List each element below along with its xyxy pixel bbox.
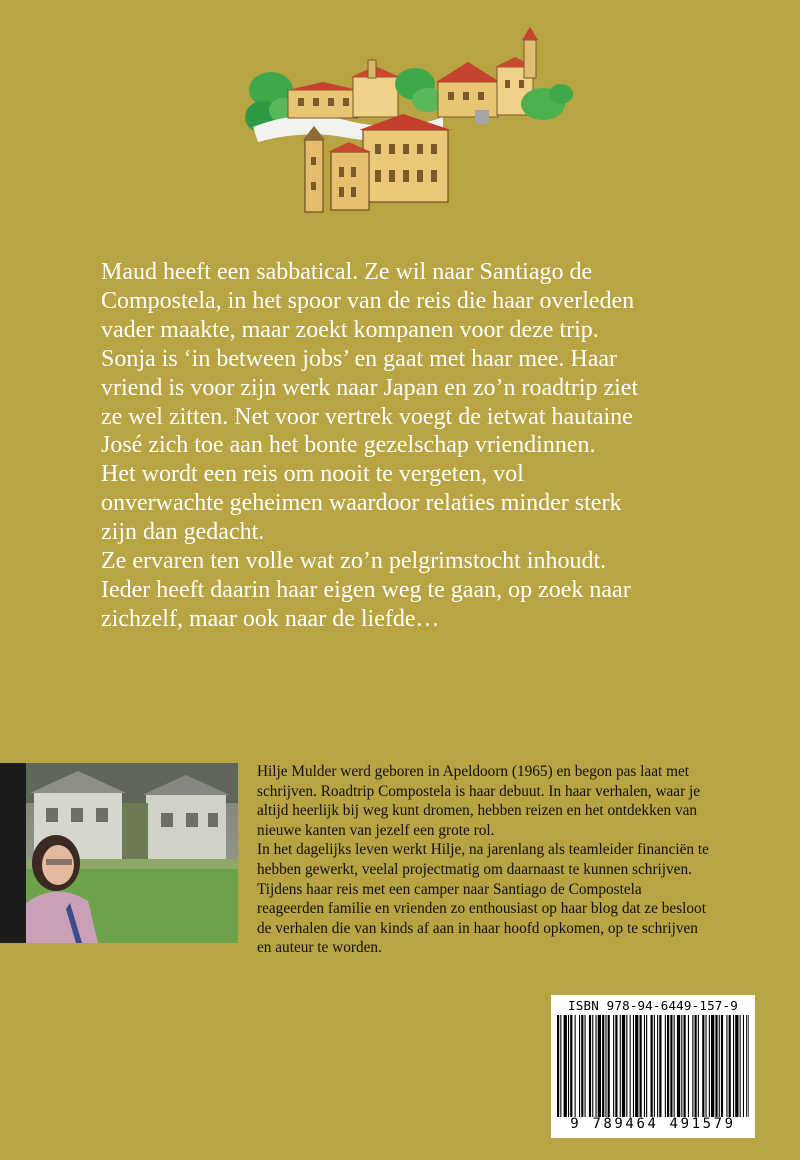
barcode-bar <box>630 1015 631 1117</box>
barcode-bar <box>695 1015 697 1117</box>
bio-line: Tijdens haar reis met een camper naar Santiago de Compostela <box>257 880 642 898</box>
author-photo <box>26 763 238 943</box>
barcode-bar <box>592 1015 593 1117</box>
barcode-bar <box>570 1015 572 1117</box>
photo-dark-strip <box>0 763 26 943</box>
barcode-bar <box>633 1015 634 1117</box>
bio-line: en auteur te worden. <box>257 939 382 957</box>
barcode-bar <box>644 1015 645 1117</box>
barcode-bar <box>651 1015 653 1117</box>
blurb-line: Ze ervaren ten volle wat zo’n pelgrimstocht inhoudt. <box>101 548 607 575</box>
bio-line: Hilje Mulder werd geboren in Apeldoorn (1965) en begon pas laat met <box>257 763 690 780</box>
barcode-bar <box>674 1015 675 1117</box>
barcode-bar <box>560 1015 561 1117</box>
barcode-bar <box>698 1015 699 1117</box>
barcode-bar <box>613 1015 614 1117</box>
blurb-line: Maud heeft een sabbatical. Ze wil naar Santiago de <box>101 259 593 285</box>
barcode-bar <box>684 1015 686 1117</box>
barcode-bar <box>579 1015 580 1117</box>
isbn-barcode <box>551 995 755 1138</box>
blurb-line: onverwachte geheimen waardoor relaties minder sterk <box>101 490 622 517</box>
barcode-bar <box>605 1015 606 1117</box>
barcode-bar <box>581 1015 583 1117</box>
barcode-bar <box>706 1015 707 1117</box>
barcode-bar <box>602 1015 604 1117</box>
barcode-bar <box>670 1015 672 1117</box>
barcode-bar <box>729 1015 731 1117</box>
barcode-bar <box>667 1015 669 1117</box>
barcode-bar <box>702 1015 704 1117</box>
barcode-bar <box>564 1015 567 1117</box>
barcode-bar <box>681 1015 682 1117</box>
isbn-label: ISBN 978-94-6449-157-9 <box>568 998 738 1013</box>
barcode-bar <box>568 1015 569 1117</box>
barcode-bar <box>622 1015 625 1117</box>
bio-line: schrijven. Roadtrip Compostela is haar debuut. In haar verhalen, waar je <box>257 782 701 800</box>
author-bio <box>257 762 777 958</box>
barcode-bar <box>615 1015 617 1117</box>
barcode-bar <box>635 1015 638 1117</box>
barcode-bar <box>748 1015 749 1117</box>
barcode-digits: 9 789464 491579 <box>570 1116 736 1132</box>
barcode-bar <box>733 1015 734 1117</box>
barcode-bar <box>657 1015 658 1117</box>
bio-line: altijd heerlijk bij weg kunt dromen, hebben reizen en het ontdekken van <box>257 802 698 820</box>
blurb-line: ze wel zitten. Net voor vertrek voegt de ietwat hautaine <box>101 403 633 430</box>
barcode-bar <box>620 1015 621 1117</box>
barcode-bar <box>596 1015 597 1117</box>
town-illustration <box>243 22 578 217</box>
barcode-bar <box>659 1015 661 1117</box>
blurb-line: Ieder heeft daarin haar eigen weg te gaan, op zoek naar <box>101 576 631 603</box>
bio-line: nieuwe kanten van jezelf een grote rol. <box>257 821 495 839</box>
blurb-line: Compostela, in het spoor van de reis die haar overleden <box>101 287 635 314</box>
barcode-bar <box>589 1015 591 1117</box>
bio-line: In het dagelijks leven werkt Hilje, na jarenlang als teamleider financiën te <box>257 841 709 859</box>
barcode-bar <box>740 1015 741 1117</box>
barcode-bar <box>735 1015 738 1117</box>
barcode-bar <box>726 1015 727 1117</box>
barcode-bar <box>688 1015 689 1117</box>
barcode-bar <box>598 1015 601 1117</box>
barcode-bar <box>719 1015 720 1117</box>
barcode-bar <box>646 1015 647 1117</box>
barcode-bar <box>665 1015 666 1117</box>
barcode-bar <box>721 1015 723 1117</box>
bio-line: reageerden familie en vrienden zo enthousiast op haar blog dat ze besloot <box>257 900 706 918</box>
bio-line: hebben gewerkt, veelal projectmatig om daarnaast te kunnen schrijven. <box>257 860 692 878</box>
barcode-bar <box>575 1015 576 1117</box>
blurb-line: Het wordt een reis om nooit te vergeten, vol <box>101 461 524 488</box>
blurb-line: vriend is voor zijn werk naar Japan en zo’n roadtrip ziet <box>101 374 639 401</box>
blurb-line: zichzelf, maar ook naar de liefde… <box>101 605 440 632</box>
barcode-bar <box>626 1015 627 1117</box>
back-cover-blurb <box>101 258 781 634</box>
barcode-bar <box>585 1015 586 1117</box>
bio-line: de verhalen die van kinds af aan in haar hoofd opkomen, op te schrijven <box>257 919 698 937</box>
barcode-bar <box>654 1015 655 1117</box>
barcode-bar <box>709 1015 710 1117</box>
blurb-line: vader maakte, maar zoekt kompanen voor deze trip. <box>101 316 599 343</box>
barcode-bar <box>677 1015 680 1117</box>
barcode-bar <box>608 1015 610 1117</box>
barcode-bar <box>557 1015 559 1117</box>
barcode-bar <box>711 1015 714 1117</box>
blurb-line: zijn dan gedacht. <box>101 519 265 546</box>
blurb-line: José zich toe aan het bonte gezelschap vriendinnen. <box>101 432 596 459</box>
barcode-bar <box>743 1015 744 1117</box>
barcode-bar <box>692 1015 693 1117</box>
barcode-bar <box>715 1015 717 1117</box>
barcode-bar <box>640 1015 642 1117</box>
barcode-bars <box>557 1015 749 1117</box>
barcode-bar <box>746 1015 747 1117</box>
blurb-line: Sonja is ‘in between jobs’ en gaat met haar mee. Haar <box>101 345 618 372</box>
